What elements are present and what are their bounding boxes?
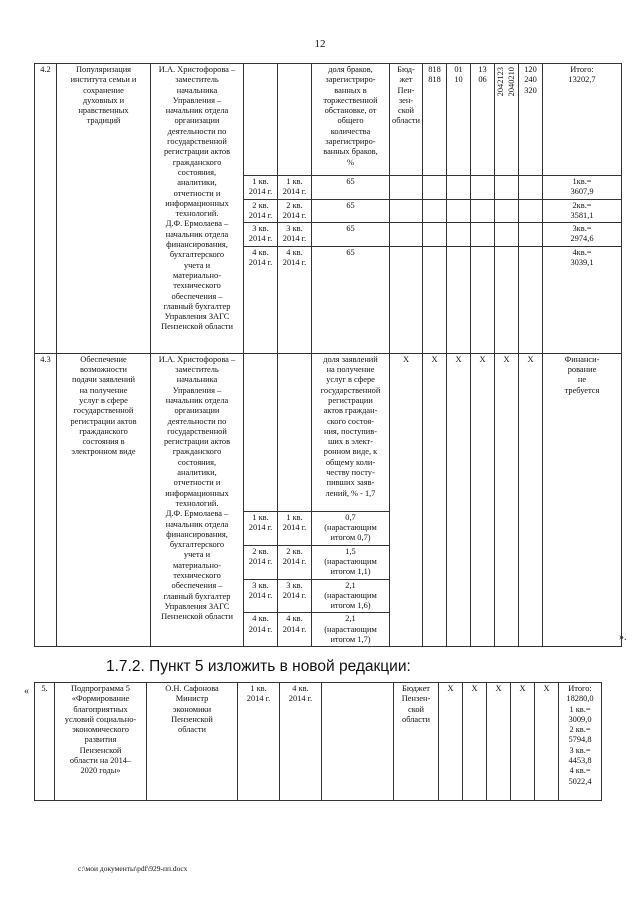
empty-cell — [447, 176, 471, 200]
empty-cell — [519, 199, 543, 223]
start-date: 3 кв. 2014 г. — [244, 223, 278, 247]
empty-cell — [423, 176, 447, 200]
end-date: 2 кв. 2014 г. — [278, 545, 312, 579]
quarter-amount: 3кв.= 2974,6 — [543, 223, 622, 247]
end-date: 4 кв. 2014 г. — [280, 683, 322, 801]
program-activities-table — [34, 63, 622, 647]
empty-cell — [423, 223, 447, 247]
indicator: доля браков, зарегистриро- ванных в торжественной обстановке, от общего количества зарегистриро- ванных браков, % — [312, 64, 390, 176]
indicator: доля заявлений на получение услуг в сфере государственной регистрации актов граждан- ского состоя- ния, поступив- ших в элект- ронном виде, к общему коли- честву посту- пивших заяв- лений, % - 1,7 — [312, 353, 390, 511]
code-vr: 120 240 320 — [519, 64, 543, 176]
empty-cell — [244, 64, 278, 176]
end-date: 2 кв. 2014 г. — [278, 199, 312, 223]
empty-cell — [244, 353, 278, 511]
end-date: 4 кв. 2014 г. — [278, 246, 312, 353]
subprogram-table — [34, 682, 602, 801]
x-mark: X — [511, 683, 535, 801]
file-path-footer: c:\мои документы\pdf\929-пп.docx — [78, 864, 188, 873]
indicator-value: 1,5 (нарастающим итогом 1,1) — [312, 545, 390, 579]
empty-cell — [495, 246, 519, 353]
x-mark: X — [471, 353, 495, 647]
page-number: 12 — [314, 38, 326, 50]
indicator-value: 2,1 (нарастающим итогом 1,6) — [312, 579, 390, 613]
x-mark: X — [439, 683, 463, 801]
empty-cell — [278, 353, 312, 511]
quarter-amount: 1кв.= 3607,9 — [543, 176, 622, 200]
x-mark: X — [423, 353, 447, 647]
responsible-persons: И.А. Христофорова – заместитель начальника Управления – начальник отдела организации деятельности по государственной регистрации актов гражданского состояния, аналитики, отчетности и информационных технологий. Д.Ф. Ермолаева – начальник отдела финансирования, бухгалтерского учета и материально- технического обеспечения – главный бухгалтер Управления ЗАГС Пензенской области — [151, 353, 244, 647]
empty-cell — [390, 223, 423, 247]
total-amount: Итого: 13202,7 — [543, 64, 622, 176]
indicator-value: 65 — [312, 176, 390, 200]
activity-name: Обеспечение возможности подачи заявлений на получение услуг в сфере государственной регистрации актов гражданского состояния в электронном виде — [57, 353, 151, 647]
empty-cell — [471, 246, 495, 353]
row-number: 4.2 — [35, 64, 57, 354]
code-csr — [495, 64, 519, 176]
start-date: 4 кв. 2014 г. — [244, 246, 278, 353]
start-date: 1 кв. 2014 г. — [238, 683, 280, 801]
code-csr-a: 2042123 — [496, 67, 506, 97]
indicator-value: 0,7 (нарастающим итогом 0,7) — [312, 511, 390, 545]
row-number: 4.3 — [35, 353, 57, 647]
indicator-value: 2,1 (нарастающим итогом 1,7) — [312, 613, 390, 647]
responsible-persons: О.Н. Сафонова Министр экономики Пензенской области — [147, 683, 238, 801]
table-row — [35, 353, 622, 511]
indicator-value: 65 — [312, 223, 390, 247]
empty-cell — [390, 246, 423, 353]
empty-cell — [471, 176, 495, 200]
start-date: 4 кв. 2014 г. — [244, 613, 278, 647]
x-mark: X — [535, 683, 559, 801]
x-mark: X — [447, 353, 471, 647]
code-pr: 13 06 — [471, 64, 495, 176]
x-mark: X — [495, 353, 519, 647]
empty-cell — [471, 199, 495, 223]
empty-cell — [322, 683, 394, 801]
x-mark: X — [390, 353, 423, 647]
funding-source: Бюд- жет Пен- зен- ской области — [390, 64, 423, 176]
start-date: 1 кв. 2014 г. — [244, 176, 278, 200]
x-mark: X — [487, 683, 511, 801]
indicator-value: 65 — [312, 199, 390, 223]
end-date: 4 кв. 2014 г. — [278, 613, 312, 647]
end-date: 3 кв. 2014 г. — [278, 579, 312, 613]
empty-cell — [495, 223, 519, 247]
empty-cell — [390, 199, 423, 223]
start-date: 3 кв. 2014 г. — [244, 579, 278, 613]
start-date: 2 кв. 2014 г. — [244, 199, 278, 223]
quarter-amount: 4кв.= 3039,1 — [543, 246, 622, 353]
start-date: 2 кв. 2014 г. — [244, 545, 278, 579]
code-grbs: 818 818 — [423, 64, 447, 176]
closing-quote: ». — [619, 632, 627, 643]
end-date: 3 кв. 2014 г. — [278, 223, 312, 247]
section-heading: 1.7.2. Пункт 5 изложить в новой редакции: — [106, 658, 411, 675]
table-row — [35, 683, 602, 801]
total-amount: Финанси- рование не требуется — [543, 353, 622, 647]
empty-cell — [447, 246, 471, 353]
empty-cell — [495, 176, 519, 200]
funding-source: Бюджет Пензен- ской области — [394, 683, 439, 801]
empty-cell — [519, 246, 543, 353]
empty-cell — [447, 223, 471, 247]
empty-cell — [423, 246, 447, 353]
quarter-amount: 2кв.= 3581,1 — [543, 199, 622, 223]
opening-quote: « — [24, 686, 29, 697]
empty-cell — [519, 223, 543, 247]
empty-cell — [423, 199, 447, 223]
x-mark: X — [463, 683, 487, 801]
empty-cell — [495, 199, 519, 223]
total-amount: Итого: 18280,0 1 кв.= 3009,0 2 кв.= 5794,8 3 кв.= 4453,8 4 кв.= 5022,4 — [559, 683, 602, 801]
empty-cell — [390, 176, 423, 200]
end-date: 1 кв. 2014 г. — [278, 511, 312, 545]
start-date: 1 кв. 2014 г. — [244, 511, 278, 545]
activity-name: Популяризация института семьи и сохранение духовных и нравственных традиций — [57, 64, 151, 354]
subprogram-name: Подпрограмма 5 «Формирование благоприятных условий социально- экономического развития Пензенской области на 2014– 2020 годы» — [55, 683, 147, 801]
empty-cell — [278, 64, 312, 176]
table-row — [35, 64, 622, 176]
indicator-value: 65 — [312, 246, 390, 353]
x-mark: X — [519, 353, 543, 647]
empty-cell — [447, 199, 471, 223]
code-rz: 01 10 — [447, 64, 471, 176]
responsible-persons: И.А. Христофорова – заместитель начальника Управления – начальник отдела организации деятельности по государственной регистрации актов гражданского состояния, аналитики, отчетности и информационных технологий. Д.Ф. Ермолаева – начальник отдела финансирования, бухгалтерского учета и материально- технического обеспечения – главный бухгалтер Управления ЗАГС Пензенской области — [151, 64, 244, 354]
row-number: 5. — [35, 683, 55, 801]
code-csr-b: 2040210 — [506, 67, 516, 97]
empty-cell — [519, 176, 543, 200]
end-date: 1 кв. 2014 г. — [278, 176, 312, 200]
empty-cell — [471, 223, 495, 247]
